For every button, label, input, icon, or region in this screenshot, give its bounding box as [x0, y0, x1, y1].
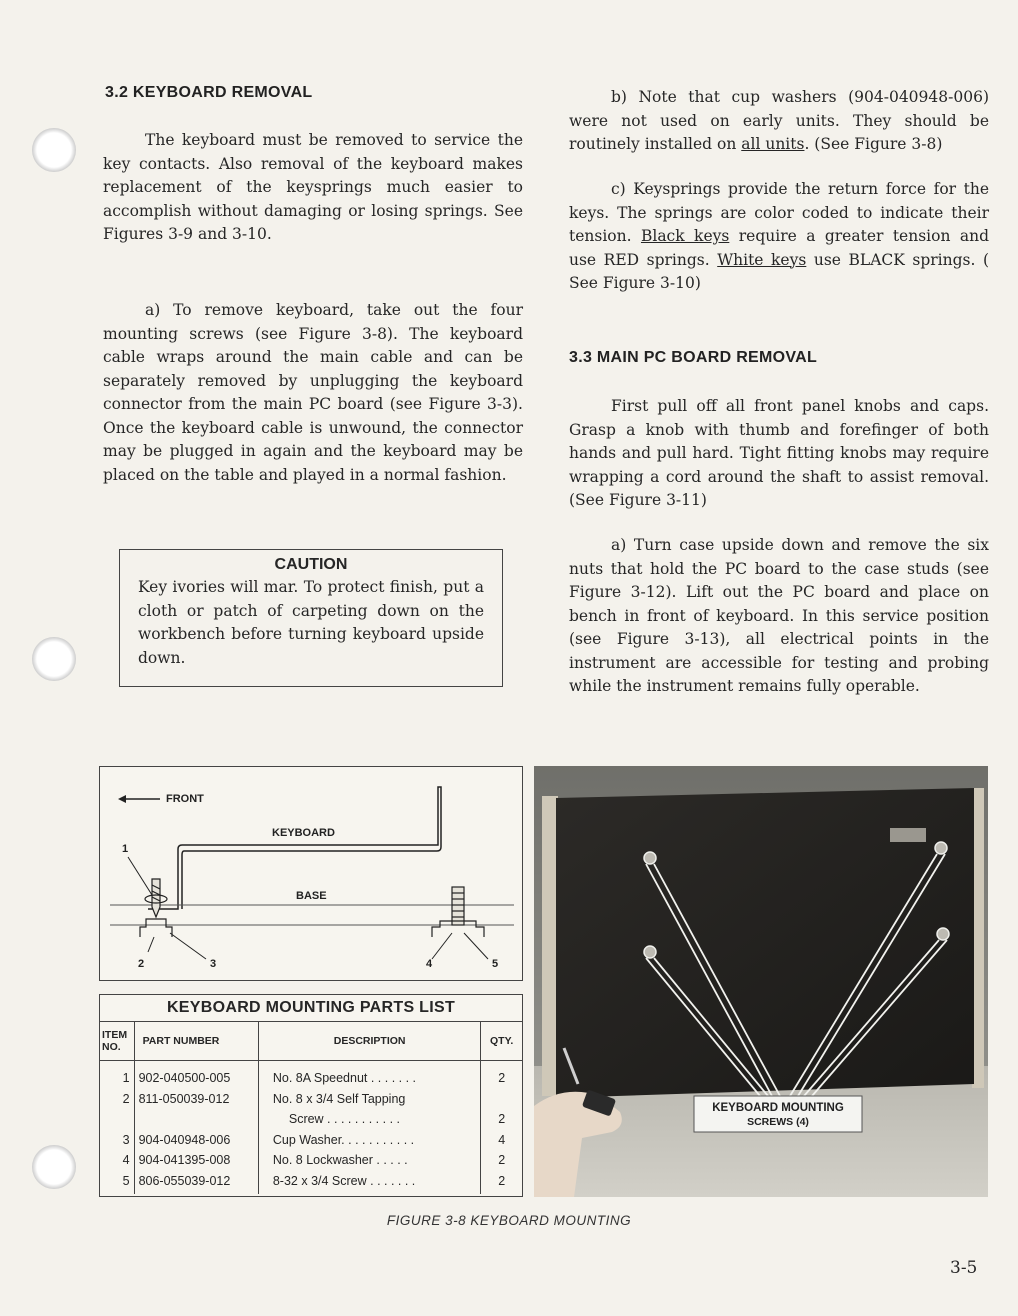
header-item [100, 1022, 134, 1061]
callout-4: 4 [426, 958, 433, 970]
punch-hole [32, 637, 76, 681]
keyboard-mounting-diagram [99, 766, 523, 981]
cup-washer-text-1: b) Note that cup washers (904-040948-006) were not used on early units. They should be routinely installed on [569, 88, 989, 153]
item-no: 1 [100, 1061, 134, 1092]
caution-text: Key ivories will mar. To protect finish, put a cloth or patch of carpeting down on the workbench before turning keyboard upside down. [138, 578, 484, 667]
photo-illustration [534, 766, 988, 1197]
black-keys-underlined: Black keys [640, 227, 730, 245]
left-paragraph-1 [103, 129, 523, 247]
base-label: BASE [296, 890, 327, 902]
callout-5: 5 [492, 958, 499, 970]
caution-title: CAUTION [274, 556, 348, 573]
right-paragraph-c [569, 178, 989, 296]
mounting-cross-section-drawing [100, 767, 524, 982]
keyspring-note [569, 178, 989, 296]
all-units-underlined: all units [741, 135, 805, 153]
description: Cup Washer. . . . . . . . . . . [258, 1133, 481, 1154]
table-row [100, 1092, 522, 1113]
quantity: 2 [498, 1153, 506, 1167]
photo-label-line-2: SCREWS (4) [747, 1116, 809, 1128]
description: No. 8 x 3/4 Self Tapping [258, 1092, 481, 1113]
header-qty: QTY. [481, 1022, 522, 1061]
parts-list-table [99, 994, 523, 1197]
table-row [100, 1153, 522, 1174]
keyspring-text-2: require a greater tension and use RED springs. [569, 227, 989, 269]
parts-header-row [100, 1022, 522, 1061]
photo-label-line-1: KEYBOARD MOUNTING [712, 1102, 844, 1114]
table-row [100, 1133, 522, 1154]
header-part-number: PART NUMBER [134, 1022, 258, 1061]
item-no [100, 1112, 134, 1133]
punch-hole [32, 128, 76, 172]
front-label: FRONT [166, 793, 204, 805]
item-no: 3 [100, 1133, 134, 1154]
table-row [100, 1061, 522, 1092]
cup-washer-note [569, 86, 989, 157]
callout-2: 2 [138, 958, 145, 970]
caution-box [119, 549, 503, 687]
description: No. 8A Speednut . . . . . . . [258, 1061, 481, 1092]
description: No. 8 Lockwasher . . . . . [258, 1153, 481, 1174]
part-number: 904-040948-006 [134, 1133, 258, 1154]
keyboard-label: KEYBOARD [272, 827, 335, 839]
figure-caption: FIGURE 3-8 KEYBOARD MOUNTING [386, 1213, 632, 1228]
pc-board-intro: First pull off all front panel knobs and caps. Grasp a knob with thumb and forefinger of both hands and pull hard. Tight fitting knobs may require wrapping a cord around the shaft to assist removal. (See Figure 3-11) [569, 397, 989, 509]
keyboard-underside-photo [534, 766, 988, 1197]
cup-washer-text-2: . (See Figure 3-8) [804, 135, 943, 153]
table-row [100, 1112, 522, 1133]
part-number: 902-040500-005 [134, 1061, 258, 1092]
keyboard-removal-step-a: a) To remove keyboard, take out the four mounting screws (see Figure 3-8). The keyboard cable wraps around the main cable and can be separately removed by unplugging the keyboard connector from the main PC board (see Figure 3-3). Once the keyboard cable is unwound, the connector may be plugged in again and the keyboard may be placed on the table and played in a normal fashion. [103, 301, 523, 484]
table-row [100, 1174, 522, 1195]
section-heading-main-pc-board-removal: 3.3 MAIN PC BOARD REMOVAL [569, 349, 818, 366]
keyspring-text-3: use BLACK springs. ( See Figure 3-10) [569, 250, 989, 292]
pc-board-step-a: a) Turn case upside down and remove the six nuts that hold the PC board to the case studs (see Figure 3-12). Lift out the PC board and place on bench in front of keyboard. In this service position (see Figure 3-13), all electrical points in the instrument are accessible for testing and probing while the instrument remains fully operable. [569, 536, 989, 695]
quantity [481, 1092, 522, 1113]
callout-1: 1 [122, 843, 129, 855]
part-number [134, 1112, 258, 1133]
part-number: 806-055039-012 [134, 1174, 258, 1195]
section-heading-keyboard-removal: 3.2 KEYBOARD REMOVAL [105, 84, 313, 101]
quantity: 4 [498, 1132, 506, 1147]
parts-table [100, 1022, 522, 1194]
item-no: 4 [100, 1153, 134, 1174]
quantity: 2 [498, 1112, 506, 1126]
right-paragraph-2 [569, 534, 989, 699]
white-keys-underlined: White keys [717, 250, 807, 269]
quantity: 2 [498, 1173, 506, 1188]
item-no: 5 [100, 1174, 134, 1195]
quantity: 2 [498, 1071, 506, 1085]
description: Screw . . . . . . . . . . . [258, 1112, 481, 1133]
right-paragraph-b [569, 86, 989, 157]
right-paragraph-1 [569, 395, 989, 513]
part-number: 904-041395-008 [134, 1153, 258, 1174]
parts-list-title: KEYBOARD MOUNTING PARTS LIST [100, 995, 522, 1022]
callout-3: 3 [210, 958, 217, 970]
keyboard-removal-intro: The keyboard must be removed to service the key contacts. Also removal of the keyboard makes replacement of the keysprings much easier to accomplish without damaging or losing springs. See Figures 3-9 and 3-10. [103, 131, 523, 243]
punch-hole [32, 1145, 76, 1189]
header-item-line-2: NO. [102, 1041, 121, 1053]
left-paragraph-2 [103, 299, 523, 487]
header-description: DESCRIPTION [258, 1022, 481, 1061]
part-number: 811-050039-012 [134, 1092, 258, 1113]
description: 8-32 x 3/4 Screw . . . . . . . [258, 1174, 481, 1195]
keyspring-text-1: c) Keysprings provide the return force for the keys. The springs are color coded to indicate their tension. [569, 180, 989, 245]
page-number: 3-5 [950, 1258, 978, 1278]
header-item-line-1: ITEM [102, 1029, 128, 1041]
item-no: 2 [100, 1092, 134, 1113]
